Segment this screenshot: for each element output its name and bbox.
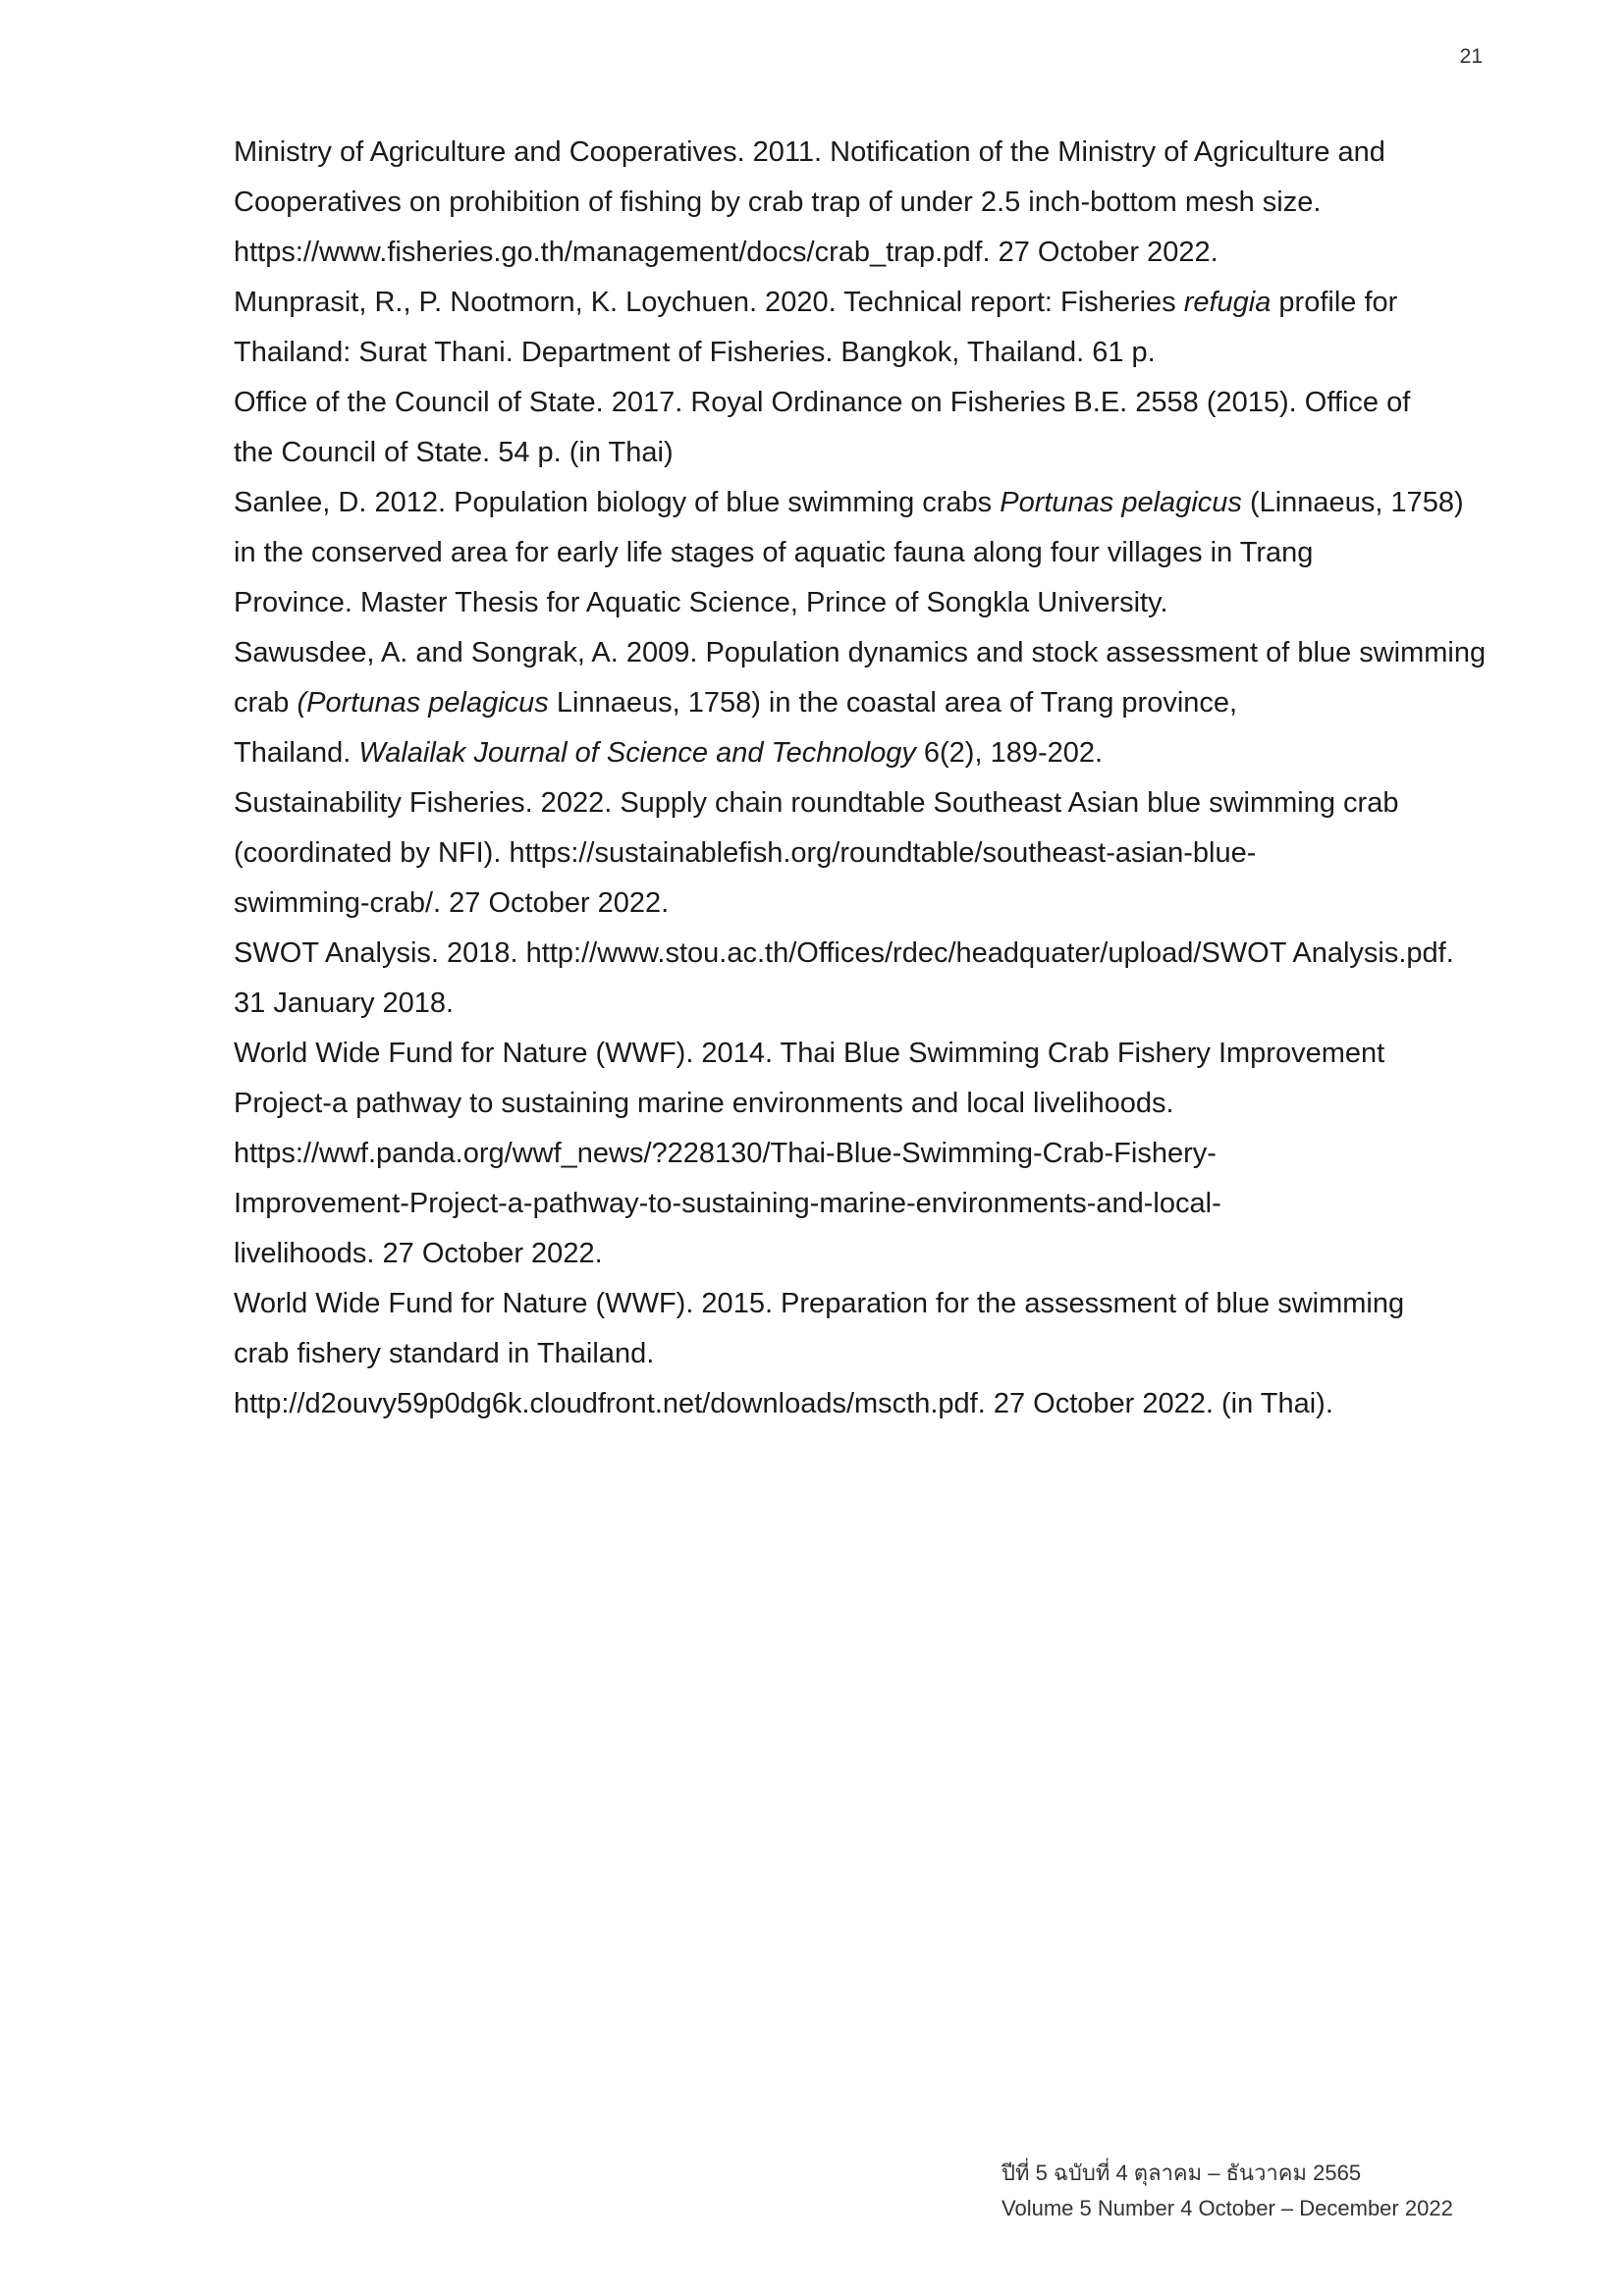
reference-text: Linnaeus, 1758) in the coastal area of Trang province, [548, 687, 1238, 719]
reference-line [234, 1029, 1492, 1079]
reference-entry [234, 278, 1492, 378]
reference-text: Sanlee, D. 2012. Population biology of blue swimming crabs [234, 487, 1001, 518]
italic-text: Portunas pelagicus [1000, 487, 1242, 518]
reference-line [234, 1279, 1492, 1329]
reference-text: http://d2ouvy59p0dg6k.cloudfront.net/downloads/mscth.pdf. 27 October 2022. (in Thai). [234, 1388, 1333, 1419]
reference-text: Cooperatives on prohibition of fishing by crab trap of under 2.5 inch-bottom mesh size. [234, 187, 1322, 218]
reference-line [234, 828, 1492, 879]
reference-line [234, 228, 1492, 278]
reference-text: 31 January 2018. [234, 988, 455, 1019]
reference-text: the Council of State. 54 p. (in Thai) [234, 437, 674, 468]
reference-line [234, 278, 1492, 328]
reference-line [234, 778, 1492, 828]
reference-text: (Linnaeus, 1758) [1241, 487, 1464, 518]
page-number: 21 [1459, 45, 1483, 68]
italic-text: (Portunas pelagicus [297, 687, 549, 719]
reference-text: Munprasit, R., P. Nootmorn, K. Loychuen. 2020. Technical report: Fisheries [234, 287, 1184, 318]
reference-text: swimming-crab/. 27 October 2022. [234, 887, 670, 919]
reference-line [234, 1179, 1492, 1229]
reference-text: profile for [1271, 287, 1398, 318]
reference-text: SWOT Analysis. 2018. http://www.stou.ac.th/Offices/rdec/headquater/upload/SWOT Analysis.pdf. [234, 937, 1454, 969]
reference-line [234, 528, 1492, 578]
footer-thai-issue: ปีที่ 5 ฉบับที่ 4 ตุลาคม – ธันวาคม 2565 [1001, 2161, 1362, 2185]
reference-line [234, 1379, 1492, 1429]
reference-line [234, 1329, 1492, 1379]
reference-line [234, 578, 1492, 628]
reference-entry [234, 128, 1492, 278]
reference-line [234, 678, 1492, 728]
reference-text: Ministry of Agriculture and Cooperatives. 2011. Notification of the Ministry of Agriculture and [234, 136, 1385, 168]
reference-text: Improvement-Project-a-pathway-to-sustaining-marine-environments-and-local- [234, 1188, 1221, 1219]
reference-line [234, 728, 1492, 778]
reference-text: crab fishery standard in Thailand. [234, 1338, 655, 1369]
reference-text: Sustainability Fisheries. 2022. Supply chain roundtable Southeast Asian blue swimming crab [234, 787, 1399, 819]
reference-line [234, 178, 1492, 228]
reference-entry [234, 1279, 1492, 1429]
reference-text: Thailand. [234, 737, 359, 769]
reference-text: World Wide Fund for Nature (WWF). 2015. Preparation for the assessment of blue swimming [234, 1288, 1405, 1319]
reference-text: Province. Master Thesis for Aquatic Science, Prince of Songkla University. [234, 587, 1168, 618]
reference-text: https://www.fisheries.go.th/management/docs/crab_trap.pdf. 27 October 2022. [234, 237, 1218, 268]
footer-english-issue: Volume 5 Number 4 October – December 2022 [1001, 2196, 1453, 2220]
reference-text: crab [234, 687, 298, 719]
reference-text: Sawusdee, A. and Songrak, A. 2009. Population dynamics and stock assessment of blue swimming [234, 637, 1487, 668]
reference-entry [234, 778, 1492, 929]
reference-list [234, 128, 1492, 1429]
reference-text: Project-a pathway to sustaining marine environments and local livelihoods. [234, 1088, 1174, 1119]
reference-text: Thailand: Surat Thani. Department of Fisheries. Bangkok, Thailand. 61 p. [234, 337, 1156, 368]
reference-line [234, 979, 1492, 1029]
reference-line [234, 128, 1492, 178]
reference-line [234, 879, 1492, 929]
journal-footer [1001, 2156, 1492, 2226]
reference-text: https://wwf.panda.org/wwf_news/?228130/Thai-Blue-Swimming-Crab-Fishery- [234, 1138, 1217, 1169]
reference-line [234, 929, 1492, 979]
reference-text: 6(2), 189-202. [915, 737, 1104, 769]
reference-entry [234, 378, 1492, 478]
reference-text: (coordinated by NFI). https://sustainablefish.org/roundtable/southeast-asian-blue- [234, 837, 1257, 869]
reference-text: Office of the Council of State. 2017. Royal Ordinance on Fisheries B.E. 2558 (2015). Office of [234, 387, 1411, 418]
reference-entry [234, 628, 1492, 778]
reference-entry [234, 1029, 1492, 1279]
reference-entry [234, 929, 1492, 1029]
reference-text: livelihoods. 27 October 2022. [234, 1238, 603, 1269]
reference-line [234, 1129, 1492, 1179]
reference-line [234, 1229, 1492, 1279]
reference-text: in the conserved area for early life stages of aquatic fauna along four villages in Trang [234, 537, 1314, 568]
italic-text: Walailak Journal of Science and Technology [358, 737, 916, 769]
reference-entry [234, 478, 1492, 628]
reference-line [234, 1079, 1492, 1129]
reference-line [234, 628, 1492, 678]
reference-line [234, 428, 1492, 478]
reference-line [234, 378, 1492, 428]
reference-text: World Wide Fund for Nature (WWF). 2014. Thai Blue Swimming Crab Fishery Improvement [234, 1038, 1385, 1069]
italic-text: refugia [1183, 287, 1272, 318]
reference-line [234, 478, 1492, 528]
reference-line [234, 328, 1492, 378]
